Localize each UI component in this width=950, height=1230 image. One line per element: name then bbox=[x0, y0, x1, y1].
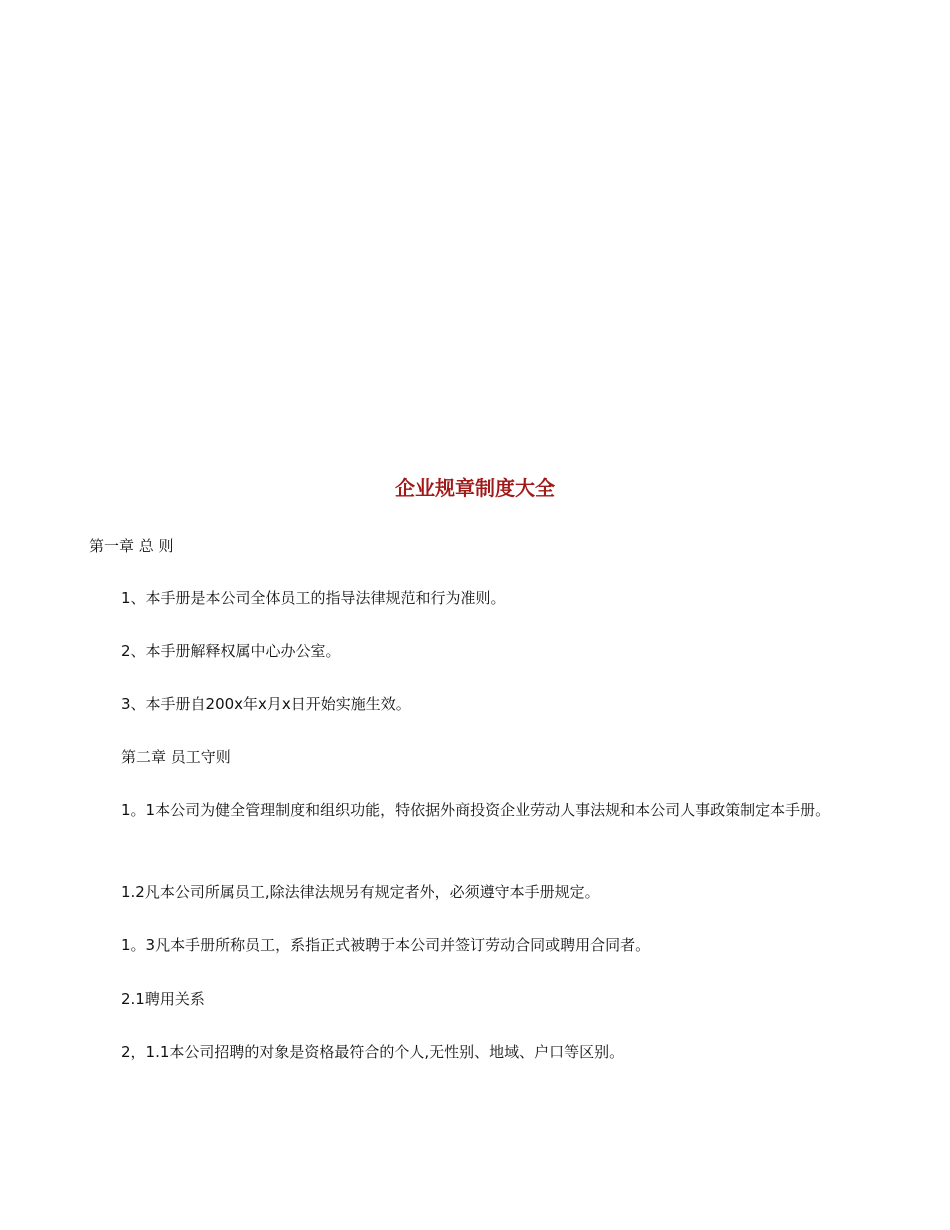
document-title: 企业规章制度大全 bbox=[395, 476, 555, 500]
chapter-heading-general: 第一章 总 则 bbox=[89, 537, 174, 555]
chapter-heading-employee-rules: 第二章 员工守则 bbox=[121, 748, 231, 766]
paragraph-1-2: 1.2凡本公司所属员工,除法律法规另有规定者外，必须遵守本手册规定。 bbox=[121, 883, 600, 901]
section-heading-2-1: 2.1聘用关系 bbox=[121, 990, 205, 1008]
paragraph-item-3: 3、本手册自200x年x月x日开始实施生效。 bbox=[121, 695, 411, 713]
paragraph-item-1: 1、本手册是本公司全体员工的指导法律规范和行为准则。 bbox=[121, 589, 506, 607]
paragraph-2-1-1: 2，1.1本公司招聘的对象是资格最符合的个人,无性别、地域、户口等区别。 bbox=[121, 1043, 625, 1061]
paragraph-1-3: 1。3凡本手册所称员工，系指正式被聘于本公司并签订劳动合同或聘用合同者。 bbox=[121, 936, 651, 954]
paragraph-1-1: 1。1本公司为健全管理制度和组织功能，特依据外商投资企业劳动人事法规和本公司人事政策制定本手册。 bbox=[121, 801, 831, 819]
paragraph-item-2: 2、本手册解释权属中心办公室。 bbox=[121, 642, 341, 660]
